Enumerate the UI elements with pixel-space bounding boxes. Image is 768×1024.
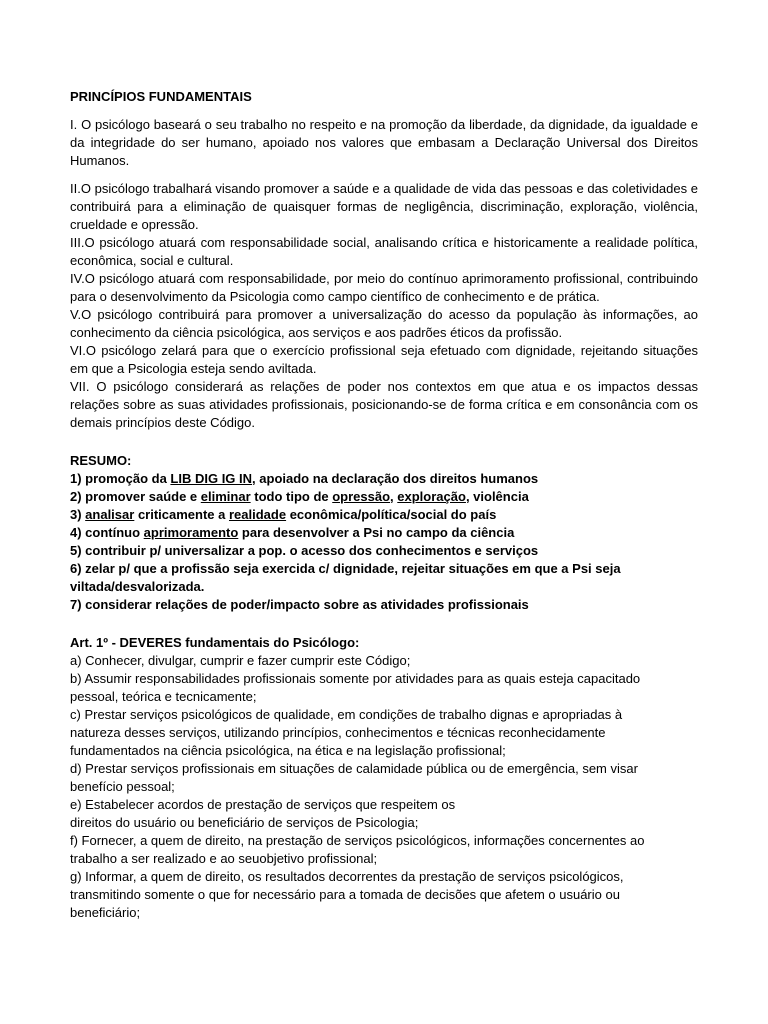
article-line: transmitindo somente o que for necessário para a tomada de decisões que afetem o usuário ou (70, 887, 620, 902)
article-line: e) Estabelecer acordos de prestação de serviços que respeitem os (70, 797, 456, 812)
summary-item-4: 4) contínuo aprimoramento para desenvolver a Psi no campo da ciência (70, 525, 515, 540)
article-line: g) Informar, a quem de direito, os resultados decorrentes da prestação de serviços psicológicos, (70, 869, 624, 884)
summary-item-5: 5) contribuir p/ universalizar a pop. o acesso dos conhecimentos e serviços (70, 543, 539, 558)
article-line: fundamentados na ciência psicológica, na ética e na legislação profissional; (70, 743, 506, 758)
article-line: f) Fornecer, a quem de direito, na prestação de serviços psicológicos, informações concernentes ao (70, 833, 645, 848)
summary-item-1: 1) promoção da LIB DIG IG IN, apoiado na declaração dos direitos humanos (70, 471, 539, 486)
summary-item-2: 2) promover saúde e eliminar todo tipo de opressão, exploração, violência (70, 489, 529, 504)
article-line: pessoal, teórica e tecnicamente; (70, 689, 257, 704)
summary-section (70, 452, 698, 614)
summary-item-6-cont: viltada/desvalorizada. (70, 579, 205, 594)
article-line: d) Prestar serviços profissionais em situações de calamidade pública ou de emergência, sem visar (70, 761, 638, 776)
article-line: b) Assumir responsabilidades profissionais somente por atividades para as quais esteja capacitado (70, 671, 641, 686)
article-line: c) Prestar serviços psicológicos de qualidade, em condições de trabalho dignas e apropriadas à (70, 707, 623, 722)
article-section (70, 634, 698, 922)
article-line: direitos do usuário ou beneficiário de serviços de Psicologia; (70, 815, 419, 830)
principle-5: V.O psicólogo contribuirá para promover a universalização do acesso da população às informações, ao conhecimento da ciência psicológica, aos serviços e aos padrões éticos da profissão. (70, 307, 698, 340)
principle-4: IV.O psicólogo atuará com responsabilidade, por meio do contínuo aprimoramento profissional, contribuindo para o desenvolvimento da Psicologia como campo científico de conhecimento e de prática. (70, 271, 698, 304)
article-line: beneficiário; (70, 905, 141, 920)
principle-7: VII. O psicólogo considerará as relações de poder nos contextos em que atua e os impactos dessas relações sobre as suas atividades profissionais, posicionando-se de forma crítica e em consonância com os demais princípios deste Código. (70, 379, 698, 430)
article-line: trabalho a ser realizado e ao seuobjetivo profissional; (70, 851, 378, 866)
principle-1: I. O psicólogo baseará o seu trabalho no respeito e na promoção da liberdade, da dignidade, da igualdade e da integridade do ser humano, apoiado nos valores que embasam a Declaração Universal dos Direitos Humanos. (70, 117, 698, 168)
principle-2: II.O psicólogo trabalhará visando promover a saúde e a qualidade de vida das pessoas e das coletividades e contribuirá para a eliminação de quaisquer formas de negligência, discriminação, exploração, violência, crueldade e opressão. (70, 181, 698, 232)
summary-item-3: 3) analisar criticamente a realidade econômica/política/social do país (70, 507, 497, 522)
article-heading: Art. 1º - DEVERES fundamentais do Psicólogo: (70, 635, 360, 650)
article-line: benefício pessoal; (70, 779, 175, 794)
summary-heading: RESUMO: (70, 453, 132, 468)
article-line: a) Conhecer, divulgar, cumprir e fazer cumprir este Código; (70, 653, 411, 668)
principle-6: VI.O psicólogo zelará para que o exercício profissional seja efetuado com dignidade, rejeitando situações em que a Psicologia esteja sendo aviltada. (70, 343, 698, 376)
section-title: PRINCÍPIOS FUNDAMENTAIS (70, 89, 252, 104)
summary-item-6: 6) zelar p/ que a profissão seja exercida c/ dignidade, rejeitar situações em que a Psi seja (70, 561, 621, 576)
principle-3: III.O psicólogo atuará com responsabilidade social, analisando crítica e historicamente a realidade política, econômica, social e cultural. (70, 235, 698, 268)
summary-item-7: 7) considerar relações de poder/impacto sobre as atividades profissionais (70, 597, 529, 612)
article-line: natureza desses serviços, utilizando princípios, conhecimentos e técnicas reconhecidamente (70, 725, 606, 740)
